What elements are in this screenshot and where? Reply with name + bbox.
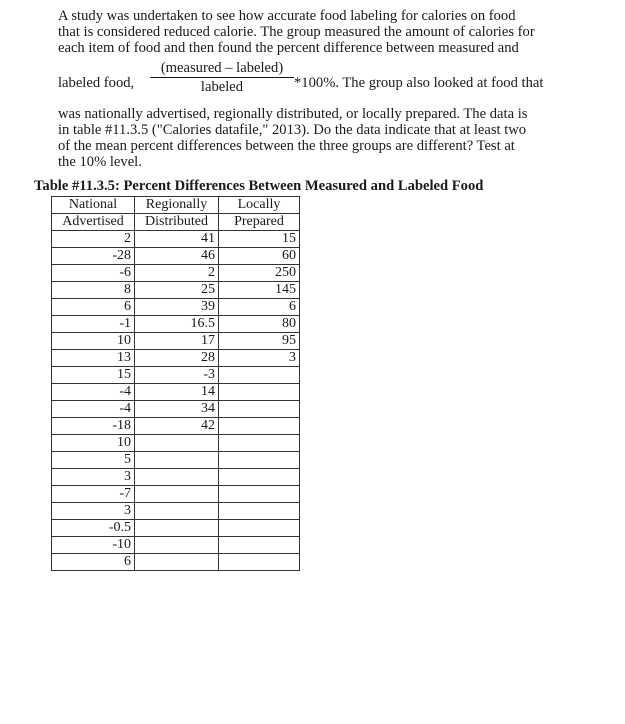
- table-row: [52, 452, 300, 469]
- table-row: [52, 231, 300, 248]
- table-row: [52, 299, 300, 316]
- table-cell: -0.5: [52, 520, 135, 537]
- table-row: [52, 282, 300, 299]
- table-row: [52, 435, 300, 452]
- table-row: [52, 401, 300, 418]
- table-row: [52, 503, 300, 520]
- table-cell: [135, 469, 219, 486]
- table-cell: 5: [52, 452, 135, 469]
- formula-tail-text: *100%. The group also looked at food that: [294, 75, 544, 91]
- table-row: [52, 469, 300, 486]
- table-cell: [219, 401, 300, 418]
- table-row: [52, 418, 300, 435]
- table-cell: 145: [219, 282, 300, 299]
- table-row: [52, 554, 300, 571]
- table-cell: 8: [52, 282, 135, 299]
- table-cell: 250: [219, 265, 300, 282]
- table-row: [52, 316, 300, 333]
- table-cell: -18: [52, 418, 135, 435]
- table-cell: 60: [219, 248, 300, 265]
- percent-difference-formula: [150, 60, 294, 96]
- table-cell: -4: [52, 401, 135, 418]
- table-cell: -6: [52, 265, 135, 282]
- table-cell: 3: [52, 469, 135, 486]
- formula-lead-text: labeled food,: [58, 75, 135, 91]
- table-row: [52, 486, 300, 503]
- table-cell: 80: [219, 316, 300, 333]
- table-cell: [219, 384, 300, 401]
- table-cell: 17: [135, 333, 219, 350]
- column-header: Locally: [219, 197, 300, 214]
- table-cell: [219, 503, 300, 520]
- table-cell: 34: [135, 401, 219, 418]
- table-caption: Table #11.3.5: Percent Differences Between Measured and Labeled Food: [34, 178, 484, 194]
- table-cell: 39: [135, 299, 219, 316]
- table-cell: [219, 554, 300, 571]
- table-cell: 25: [135, 282, 219, 299]
- formula-numerator: (measured – labeled): [150, 60, 294, 78]
- table-cell: 2: [52, 231, 135, 248]
- problem-text-line-3: each item of food and then found the percent difference between measured and: [58, 40, 519, 56]
- table-cell: 3: [219, 350, 300, 367]
- table-row: [52, 248, 300, 265]
- table-cell: 6: [52, 554, 135, 571]
- table-cell: [135, 503, 219, 520]
- table-cell: -4: [52, 384, 135, 401]
- table-row: [52, 537, 300, 554]
- column-header: National: [52, 197, 135, 214]
- table-cell: [135, 537, 219, 554]
- table-cell: 14: [135, 384, 219, 401]
- table-cell: 41: [135, 231, 219, 248]
- table-row: [52, 384, 300, 401]
- table-cell: [219, 520, 300, 537]
- column-header: Prepared: [219, 214, 300, 231]
- table-cell: [219, 537, 300, 554]
- table-cell: [135, 486, 219, 503]
- table-cell: 2: [135, 265, 219, 282]
- table-cell: 46: [135, 248, 219, 265]
- table-cell: 15: [219, 231, 300, 248]
- column-header: Advertised: [52, 214, 135, 231]
- table-cell: [135, 520, 219, 537]
- table-cell: -1: [52, 316, 135, 333]
- table-cell: 95: [219, 333, 300, 350]
- table-cell: 10: [52, 435, 135, 452]
- table-cell: -7: [52, 486, 135, 503]
- table-header-row: [52, 197, 300, 214]
- table-cell: [135, 554, 219, 571]
- table-row: [52, 333, 300, 350]
- problem-text-line-5: was nationally advertised, regionally distributed, or locally prepared. The data is: [58, 106, 528, 122]
- table-cell: [135, 452, 219, 469]
- calories-data-table: [51, 196, 300, 571]
- table-cell: -3: [135, 367, 219, 384]
- table-row: [52, 265, 300, 282]
- column-header: Distributed: [135, 214, 219, 231]
- table-cell: 13: [52, 350, 135, 367]
- column-header: Regionally: [135, 197, 219, 214]
- table-cell: [219, 435, 300, 452]
- problem-text-line-2: that is considered reduced calorie. The group measured the amount of calories for: [58, 24, 535, 40]
- table-row: [52, 367, 300, 384]
- table-cell: -10: [52, 537, 135, 554]
- table-row: [52, 350, 300, 367]
- formula-line: [58, 60, 618, 104]
- problem-text-line-1: A study was undertaken to see how accurate food labeling for calories on food: [58, 8, 516, 24]
- table-cell: [219, 469, 300, 486]
- table-cell: 3: [52, 503, 135, 520]
- table-cell: 10: [52, 333, 135, 350]
- table-row: [52, 520, 300, 537]
- problem-text-line-8: the 10% level.: [58, 154, 142, 170]
- table-cell: 6: [52, 299, 135, 316]
- formula-denominator: labeled: [200, 79, 244, 95]
- table-cell: 16.5: [135, 316, 219, 333]
- problem-text-line-7: of the mean percent differences between the three groups are different? Test at: [58, 138, 515, 154]
- problem-text-line-6: in table #11.3.5 ("Calories datafile," 2013). Do the data indicate that at least two: [58, 122, 527, 138]
- table-cell: [135, 435, 219, 452]
- table-header-row: [52, 214, 300, 231]
- table-cell: 6: [219, 299, 300, 316]
- table-cell: 15: [52, 367, 135, 384]
- table-cell: [219, 418, 300, 435]
- table-cell: -28: [52, 248, 135, 265]
- table-cell: 28: [135, 350, 219, 367]
- table-cell: [219, 486, 300, 503]
- table-cell: [219, 452, 300, 469]
- table-cell: 42: [135, 418, 219, 435]
- table-cell: [219, 367, 300, 384]
